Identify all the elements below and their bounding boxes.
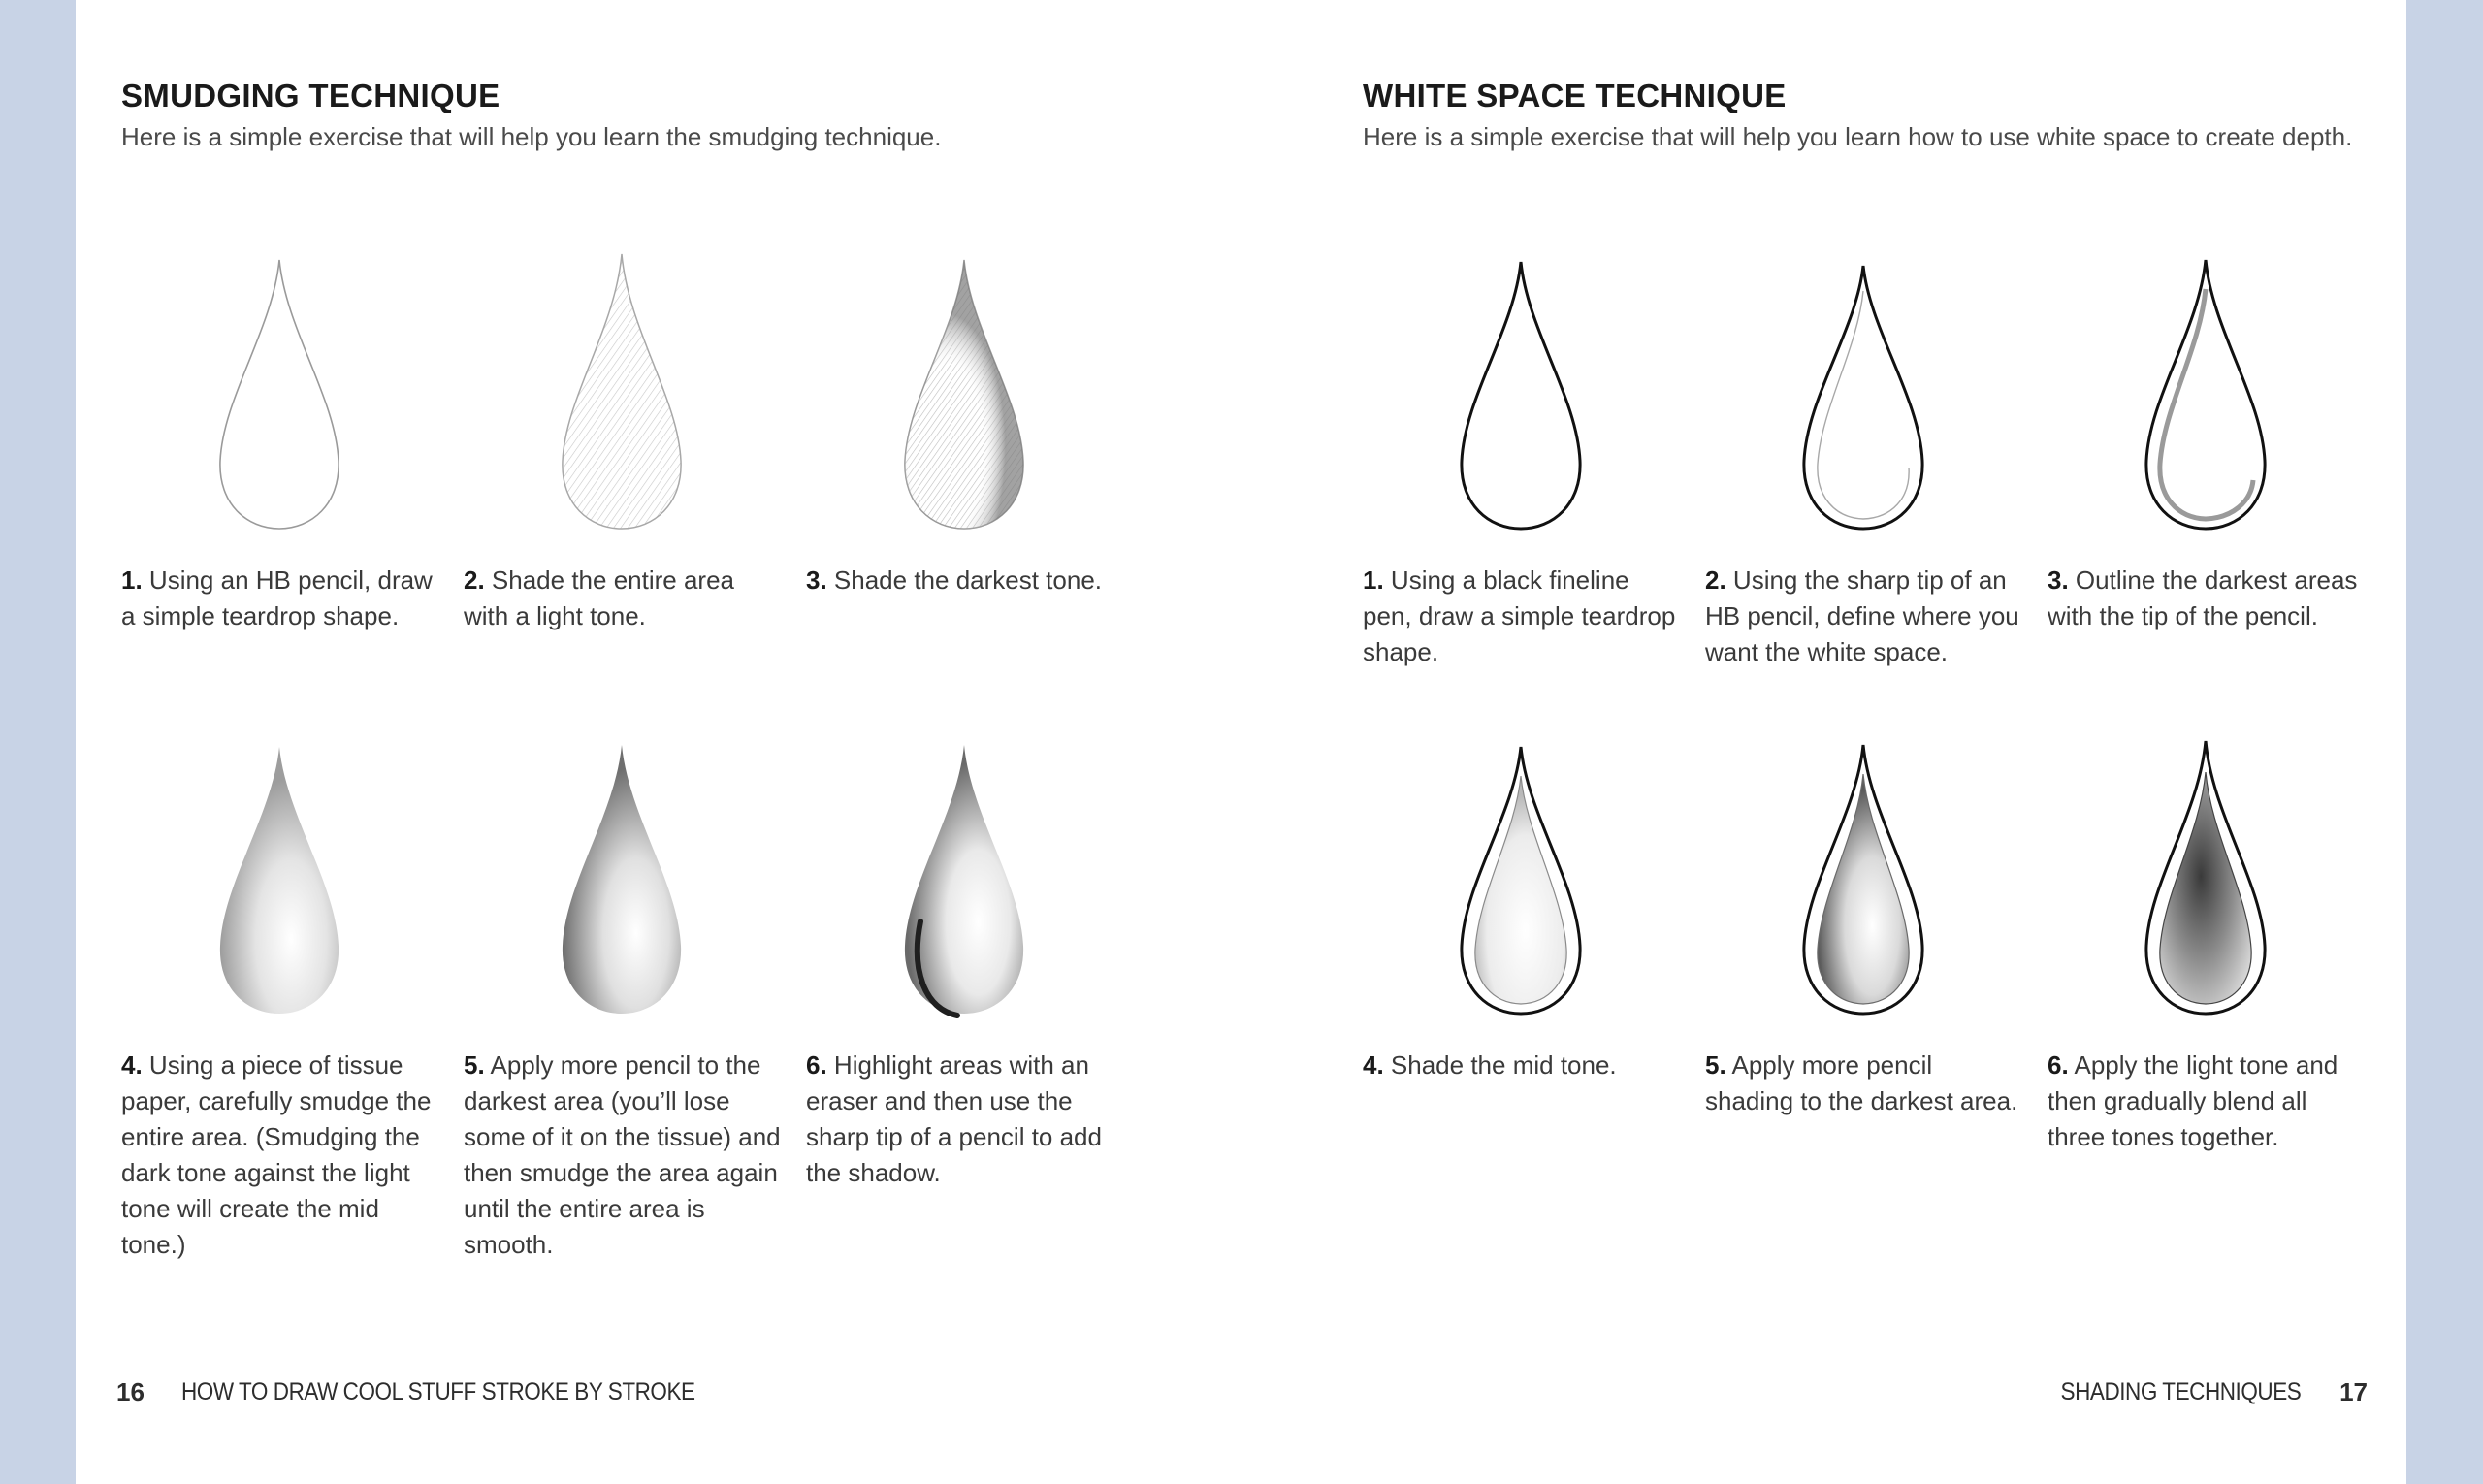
teardrop-drawing-highlighted	[864, 727, 1073, 1038]
step-caption: 2. Using the sharp tip of an HB pencil, define where you want the white space.	[1705, 565, 2019, 666]
step-caption: 1. Using a black fineline pen, draw a simple teardrop shape.	[1363, 565, 1676, 666]
left-page	[76, 0, 1242, 1484]
teardrop-drawing-mid-tone	[1421, 727, 1629, 1038]
page-footer	[2034, 1375, 2368, 1408]
page-number: 17	[2339, 1376, 2368, 1406]
teardrop-drawing-dark-tone	[864, 242, 1073, 553]
page-number: 16	[116, 1376, 145, 1406]
running-title: HOW TO DRAW COOL STUFF STROKE BY STROKE	[180, 1377, 695, 1405]
step-caption: 5. Apply more pencil shading to the darkest area.	[1705, 1050, 2018, 1115]
section-title: SMUDGING TECHNIQUE	[121, 78, 500, 113]
step-caption: 6. Highlight areas with an eraser and then use the sharp tip of a pencil to add the shadow.	[806, 1050, 1102, 1187]
step-caption: 6. Apply the light tone and then gradually blend all three tones together.	[2048, 1050, 2338, 1151]
step-caption: 3. Outline the darkest areas with the tip of the pencil.	[2048, 565, 2358, 630]
page-footer	[116, 1375, 752, 1408]
teardrop-drawing-smudged	[179, 727, 388, 1038]
step-caption: 5. Apply more pencil to the darkest area (you’ll lose some of it on the tissue) and then smudge the area again until the entire area is smooth.	[464, 1050, 781, 1259]
teardrop-drawing-white-space	[1763, 242, 1972, 553]
step-caption: 3. Shade the darkest tone.	[806, 565, 1103, 595]
book-spread	[76, 0, 2406, 1484]
teardrop-drawing-smoothed	[522, 727, 730, 1038]
teardrop-drawing-outline	[179, 242, 388, 553]
step-caption: 1. Using an HB pencil, draw a simple teardrop shape.	[121, 565, 433, 630]
section-title: WHITE SPACE TECHNIQUE	[1363, 78, 1787, 113]
step-caption: 4. Shade the mid tone.	[1363, 1050, 1617, 1080]
teardrop-drawing-light-tone	[522, 242, 730, 553]
teardrop-drawing-dark-shading	[1763, 727, 1972, 1038]
teardrop-drawing-outlined-dark	[2106, 242, 2314, 553]
section-intro: Here is a simple exercise that will help you learn the smudging technique.	[121, 122, 942, 151]
running-title: SHADING TECHNIQUES	[2060, 1377, 2302, 1405]
right-page	[1242, 0, 2406, 1484]
teardrop-drawing-ink-outline	[1421, 242, 1629, 553]
teardrop-drawing-blended	[2106, 727, 2314, 1038]
step-caption: 2. Shade the entire area with a light tone.	[464, 565, 734, 630]
step-caption: 4. Using a piece of tissue paper, carefully smudge the entire area. (Smudging the dark tone against the light tone will create the mid tone.)	[121, 1050, 432, 1259]
section-intro: Here is a simple exercise that will help you learn how to use white space to create depth.	[1363, 122, 2353, 151]
